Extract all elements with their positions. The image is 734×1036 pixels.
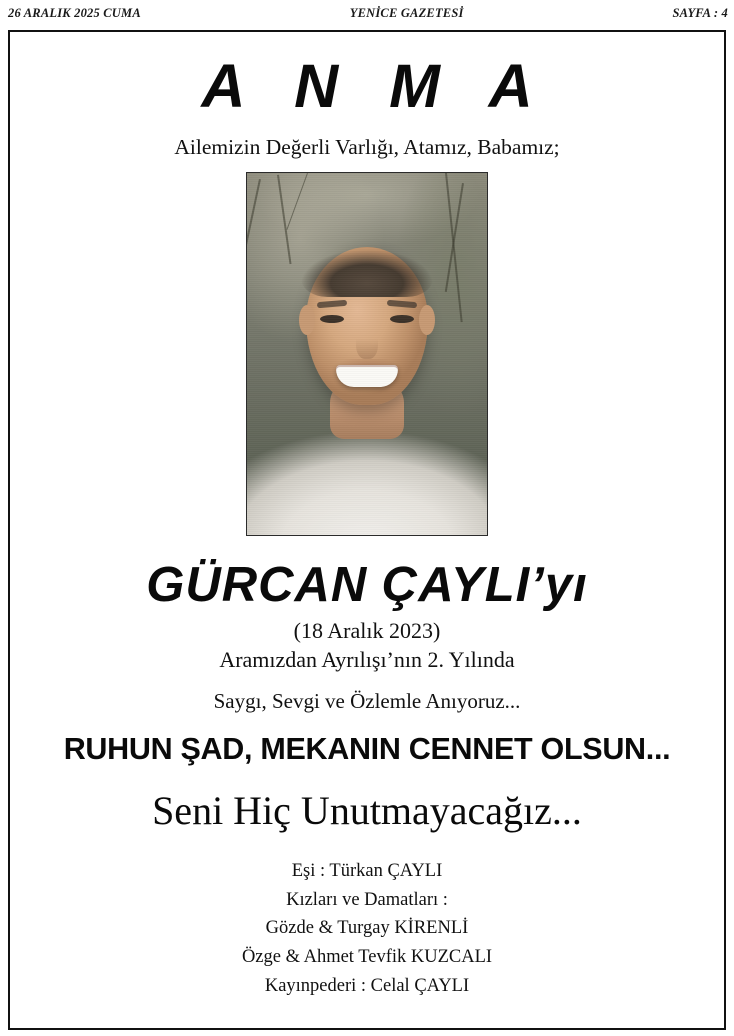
memorial-advertisement — [8, 30, 726, 1030]
memorial-subtitle: Ailemizin Değerli Varlığı, Atamız, Babamız; — [174, 135, 560, 159]
never-forget-line: Seni Hiç Unutmayacağız... — [152, 787, 582, 833]
death-date: (18 Aralık 2023) — [293, 617, 441, 643]
family-line: Özge & Ahmet Tevfik KUZCALI — [241, 947, 493, 968]
photo-eye-right — [390, 315, 414, 323]
portrait-photo-wrapper — [10, 172, 724, 536]
remembrance-line: Saygı, Sevgi ve Özlemle Anıyoruz... — [213, 688, 521, 713]
blessing-line: RUHUN ŞAD, MEKANIN CENNET OLSUN... — [63, 731, 671, 766]
family-line: Kayınpederi : Celal ÇAYLI — [264, 975, 470, 996]
family-signature-block — [10, 858, 724, 1001]
masthead — [0, 0, 734, 26]
family-line: Eşi : Türkan ÇAYLI — [291, 860, 443, 881]
portrait-photo — [246, 172, 488, 536]
anma-heading: A N M A — [201, 52, 550, 120]
photo-smile — [336, 365, 398, 387]
masthead-paper-title: YENİCE GAZETESİ — [349, 5, 464, 20]
photo-eye-left — [320, 315, 344, 323]
photo-ear-left — [299, 305, 315, 335]
anniversary-line: Aramızdan Ayrılışı’nın 2. Yılında — [219, 646, 515, 672]
photo-nose — [356, 325, 378, 359]
family-line: Kızları ve Damatları : — [286, 889, 448, 910]
family-line: Gözde & Turgay KİRENLİ — [265, 918, 469, 939]
masthead-page-number: SAYFA : 4 — [672, 5, 728, 20]
photo-ear-right — [419, 305, 435, 335]
deceased-name: GÜRCAN ÇAYLI’yı — [146, 558, 588, 612]
masthead-date: 26 ARALIK 2025 CUMA — [8, 5, 141, 20]
